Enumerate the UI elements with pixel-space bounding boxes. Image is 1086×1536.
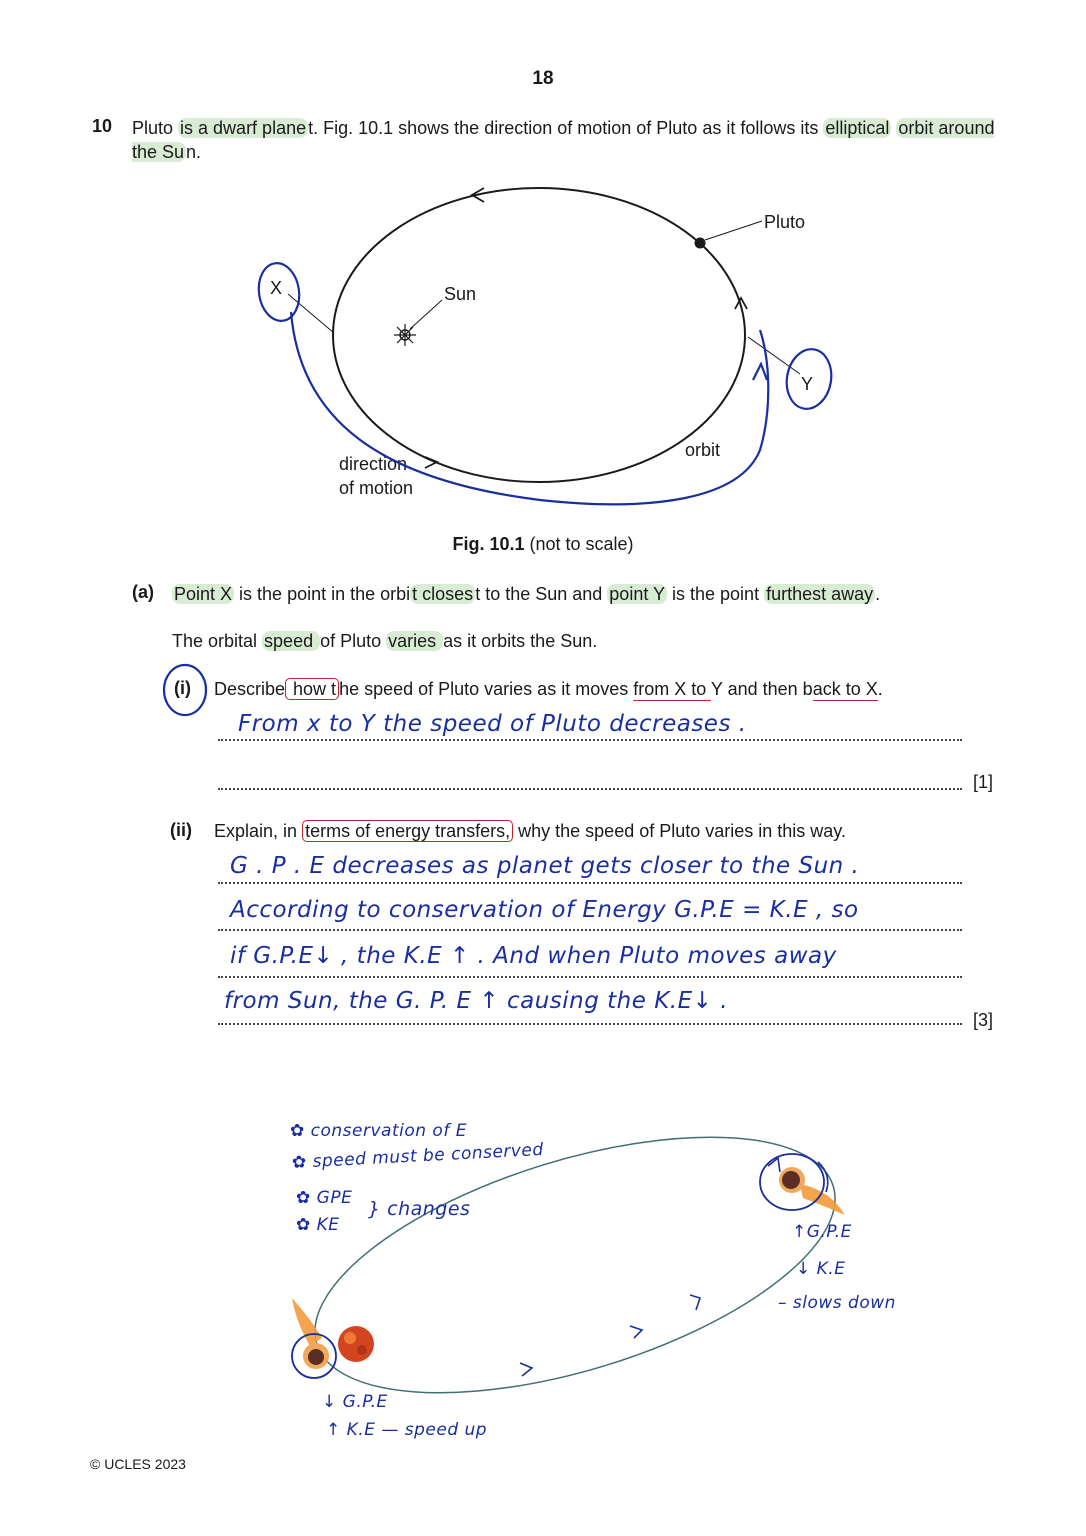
part-a-label: (a) [132, 582, 154, 602]
part-a-line2: The orbital speed of Pluto varies as it orbits the Sun. [172, 631, 598, 651]
sun-icon [394, 324, 416, 346]
comet-left-icon [292, 1298, 336, 1378]
direction-arrow [425, 457, 437, 468]
part-ii-answer-line-1: G . P . E decreases as planet gets closer to the Sun . [230, 853, 860, 879]
motion-path-annotation [291, 312, 768, 504]
sketch-arrow-1 [520, 1363, 532, 1376]
footer-copyright: © UCLES 2023 [90, 1456, 186, 1472]
answer-line-3 [218, 882, 962, 884]
part-a-statement: Point X is the point in the orbi t closes t to the Sun and point Y is the point furthest away . [174, 584, 881, 604]
note-left-ke: ↑ K.E — speed up [326, 1420, 488, 1440]
motion-path-arrow [753, 364, 767, 380]
answer-line-2 [218, 788, 962, 790]
part-ii-question: Explain, in terms of energy transfers, why the speed of Pluto varies in this way. [214, 821, 846, 841]
note-brace-changes: } changes [368, 1198, 471, 1220]
part-i-answer: From x to Y the speed of Pluto decreases . [238, 711, 747, 737]
answer-line-4 [218, 929, 962, 931]
note-right-ke: ↓ K.E [796, 1259, 846, 1279]
note-list-4: ✿ KE [296, 1215, 340, 1235]
part-i-mark: [1] [973, 772, 994, 792]
orbit-label: orbit [685, 440, 721, 460]
question-number: 10 [92, 116, 113, 136]
direction-label-2: of motion [339, 478, 414, 498]
note-left-gpe: ↓ G.P.E [322, 1392, 388, 1412]
part-i-label: (i) [174, 678, 191, 698]
part-ii-answer-line-4: from Sun, the G. P. E ↑ causing the K.E↓ . [224, 988, 729, 1014]
y-label: Y [801, 374, 814, 394]
note-list-1: ✿ conservation of E [290, 1121, 467, 1141]
part-ii-answer-line-3: if G.P.E↓ , the K.E ↑ . And when Pluto moves away [230, 943, 837, 969]
sun-sketch-icon [338, 1326, 374, 1362]
part-ii-label: (ii) [170, 820, 192, 840]
note-list-3: ✿ GPE [296, 1188, 353, 1208]
note-right-slows: – slows down [778, 1293, 896, 1313]
sun-label: Sun [444, 284, 477, 304]
direction-label-1: direction [339, 454, 408, 474]
sketch-arrow-2 [630, 1326, 642, 1338]
pluto-dot [695, 238, 706, 249]
part-ii-mark: [3] [973, 1010, 994, 1030]
answer-line-6 [218, 1023, 962, 1025]
answer-line-1 [218, 739, 962, 741]
answer-line-5 [218, 976, 962, 978]
pluto-label: Pluto [764, 212, 806, 232]
part-ii-answer-line-2: According to conservation of Energy G.P.E = K.E , so [230, 897, 859, 923]
sketch-arrow-4 [768, 1158, 780, 1172]
sketch-annotation [0, 1080, 1086, 1460]
note-right-gpe: ↑G.P.E [792, 1222, 852, 1242]
orbit-figure [0, 0, 1086, 530]
sketch-arrow-3 [690, 1295, 700, 1310]
question-intro: Pluto is a dwarf plane t. Fig. 10.1 shows the direction of motion of Pluto as it follows its elliptical orbit around the Su n. [132, 118, 995, 162]
x-label: X [270, 278, 283, 298]
page-number: 18 [532, 68, 554, 89]
figure-caption: Fig. 10.1 (not to scale) [452, 534, 634, 554]
note-list-2: ✿ speed must be conserved [291, 1139, 545, 1173]
part-i-question: Describe how t he speed of Pluto varies as it moves from X to Y and then back to X. [214, 679, 883, 699]
